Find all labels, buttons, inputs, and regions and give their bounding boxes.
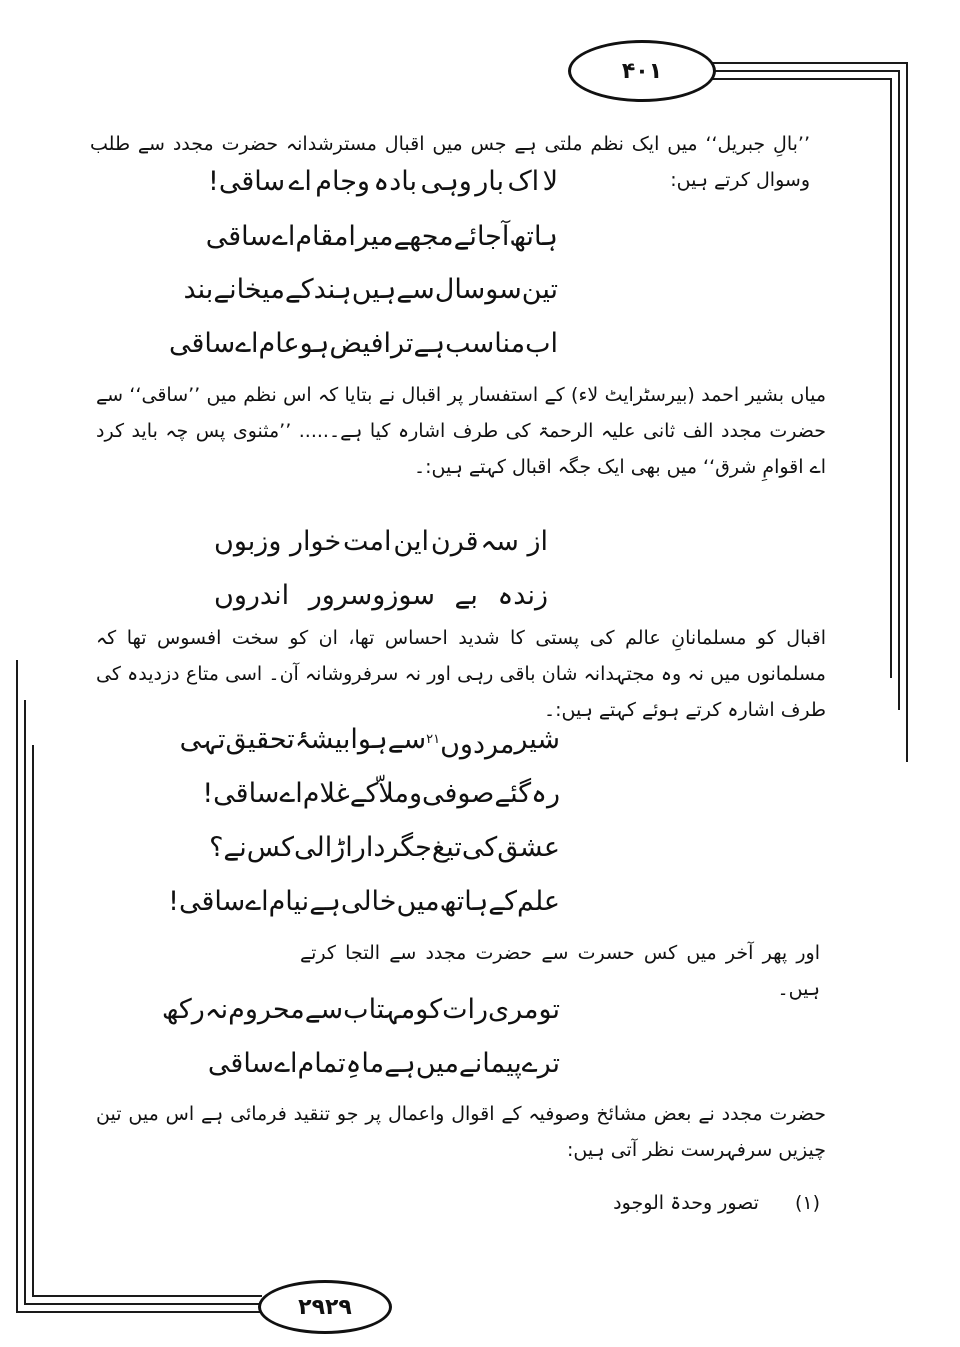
list-item (560, 1192, 820, 1214)
verse-word: ساقی! (168, 886, 246, 917)
footnote-marker: ۲۱ (426, 732, 441, 747)
verse-word: سال (434, 274, 486, 305)
verse-word: ساقی (168, 328, 236, 359)
verse-word: شیر (514, 724, 560, 755)
verse-line (207, 1042, 560, 1086)
verse-word: ساقی (207, 1048, 275, 1079)
verse-word: از سہ (480, 526, 548, 557)
verse-word: کے (488, 886, 517, 917)
verse-word: ترے (521, 1048, 560, 1079)
verse-word: اک (507, 166, 540, 197)
verse-line (205, 215, 558, 259)
verse-word: آجائے (453, 221, 510, 252)
verse-word: اب (525, 328, 558, 359)
verse-word: کے (349, 778, 379, 809)
verse-word: تمام (297, 1048, 346, 1079)
list-item-number: (۱) (794, 1192, 820, 1214)
verse-word: اے (274, 1048, 298, 1079)
verse-word: اندروں (214, 580, 290, 611)
verse-word: بے (454, 580, 478, 611)
verse-word: اے (288, 166, 312, 197)
verse-word: ساقی! (202, 778, 280, 809)
verse-word: کس (246, 832, 295, 863)
verse-word: ساقی! (208, 166, 286, 197)
verse-word: بادہ (373, 166, 418, 197)
verse-word: بند (183, 274, 214, 305)
verse-word: رکھ (161, 994, 205, 1025)
verse-word: م (268, 886, 286, 917)
verse-line (179, 718, 560, 767)
verse-word: وجام (315, 166, 370, 197)
list-item-text: تصور وحدۃ الوجود (613, 1192, 759, 1214)
verse-line (210, 826, 560, 870)
verse-word: کے (284, 274, 314, 305)
verse-word: مناسب (445, 328, 526, 359)
verse-word: تیغ (431, 832, 462, 863)
bottom-page-number: ۲۹۲۹ (258, 1280, 392, 1334)
verse-word: غلام (302, 778, 350, 809)
verse-word: کی (461, 832, 498, 863)
verse-word: میں (396, 886, 440, 917)
verse-word: تو (538, 994, 560, 1025)
verse-line (214, 520, 548, 564)
verse-word: خوار وزبوں (214, 526, 342, 557)
verse-word: سے (387, 724, 427, 755)
verse-word: ہند (313, 274, 352, 305)
paragraph-iqbal-lament: اقبال کو مسلمانانِ عالم کی پستی کا شدید احساس تھا، ان کو سخت افسوس تھا کہ مسلمانوں میں نہ وہ مجتہدانہ شان باقی رہی اور نہ سرفروشانہ آن۔ اسی متاع دزدیدہ کی طرف اشارہ کرتے ہوئے کہتے ہیں:۔ (96, 627, 826, 721)
verse-word: زندہ (497, 580, 548, 611)
verse-word: کو (415, 994, 443, 1025)
verse-word: رات (442, 994, 489, 1025)
verse-word: ترا (383, 328, 414, 359)
verse-line (168, 322, 558, 366)
verse-word: نہ (204, 994, 229, 1025)
verse-word: میخانے (213, 274, 285, 305)
verse-word: بیشۂ (294, 724, 351, 755)
verse-word: پیمانے (458, 1048, 522, 1079)
verse-word: امت (343, 526, 392, 557)
verse-word: اے (279, 778, 303, 809)
verse-word: ہے (413, 328, 446, 359)
verse-word: میں (415, 1048, 459, 1079)
verse-word: مری (488, 994, 539, 1025)
verse-word: ہے (384, 1048, 416, 1079)
verse-line (208, 160, 558, 204)
verse-word: ہیں (351, 274, 397, 305)
verse-word: عشق (497, 832, 560, 863)
verse-word: ہاتھ (439, 886, 489, 917)
verse-word: ساقی (205, 221, 273, 252)
verse-word: مجھے (393, 221, 454, 252)
verse-word: فیض (329, 328, 384, 359)
verse-word: نیا (285, 886, 310, 917)
paragraph-sufi-reference: میاں بشیر احمد (بیرسٹرایٹ لاء) کے استفسار پر اقبال نے بتایا کہ اس نظم میں ’’ساقی‘‘ سے حضرت مجدد الف ثانی علیہ الرحمۃ کی طرف اشارہ کیا ہے۔..... ’’مثنوی پس چہ باید کرد اے اقوامِ شرق‘‘ میں بھی ایک جگہ اقبال کہتے ہیں:۔ (96, 384, 826, 478)
verse-word: وہی (420, 166, 472, 197)
verse-word: مہتاب (343, 994, 416, 1025)
verse-word: تہی (179, 724, 226, 755)
verse-word: مردوں$^{۲۱}$ (426, 729, 515, 760)
verse-word: ماہِ (345, 1048, 385, 1079)
verse-line (168, 880, 560, 924)
top-page-number: ۴۰۱ (568, 40, 716, 102)
verse-word: مقام (295, 221, 349, 252)
verse-word: خالی (340, 886, 397, 917)
verse-word: دار (352, 832, 386, 863)
verse-line (214, 574, 548, 618)
verse-word: اڑالی (294, 832, 353, 863)
verse-word: سوزوسرور (308, 580, 435, 611)
verse-word: علم (516, 886, 560, 917)
verse-line (202, 772, 560, 816)
verse-word: جگر (385, 832, 432, 863)
verse-word: بار (475, 166, 505, 197)
verse-word: ہے (309, 886, 341, 917)
verse-word: میرا (348, 221, 394, 252)
verse-word: نے؟ (209, 832, 247, 863)
verse-word: رہ (531, 778, 560, 809)
verse-word: سو (485, 274, 522, 305)
verse-word: وملاّ (378, 778, 423, 809)
verse-word: ہوا (350, 724, 388, 755)
verse-word: ہاتھ (509, 221, 558, 252)
intro-paragraph: ’’بالِ جبریل‘‘ میں ایک نظم ملتی ہے جس میں اقبال مسترشدانہ حضرت مجدد سے طلب وسوال کرتے ہیں: (90, 133, 810, 191)
verse-word: اے (235, 328, 259, 359)
verse-word: عام (258, 328, 300, 359)
verse-word: گئے (494, 778, 532, 809)
verse-word: محروم (228, 994, 305, 1025)
verse-word: این (393, 526, 429, 557)
verse-word: تین (521, 274, 558, 305)
paragraph-plea: اور پھر آخر میں کس حسرت سے حضرت مجدد سے التجا کرتے ہیں۔ (300, 942, 820, 1000)
verse-word: سے (304, 994, 344, 1025)
verse-word: ہو (299, 328, 330, 359)
verse-line (161, 988, 560, 1032)
verse-word: صوفی (422, 778, 495, 809)
verse-line (183, 268, 558, 312)
verse-word: سے (396, 274, 435, 305)
verse-word: تحقیق (225, 724, 295, 755)
paragraph-critique: حضرت مجدد نے بعض مشائخ وصوفیہ کے اقوال واعمال پر جو تنقید فرمائی ہے اس میں تین چیزیں سرفہرست نظر آتی ہیں: (96, 1103, 826, 1161)
verse-word: لا (542, 166, 558, 197)
verse-word: قرن (430, 526, 479, 557)
verse-word: اے (245, 886, 269, 917)
verse-word: اے (272, 221, 296, 252)
